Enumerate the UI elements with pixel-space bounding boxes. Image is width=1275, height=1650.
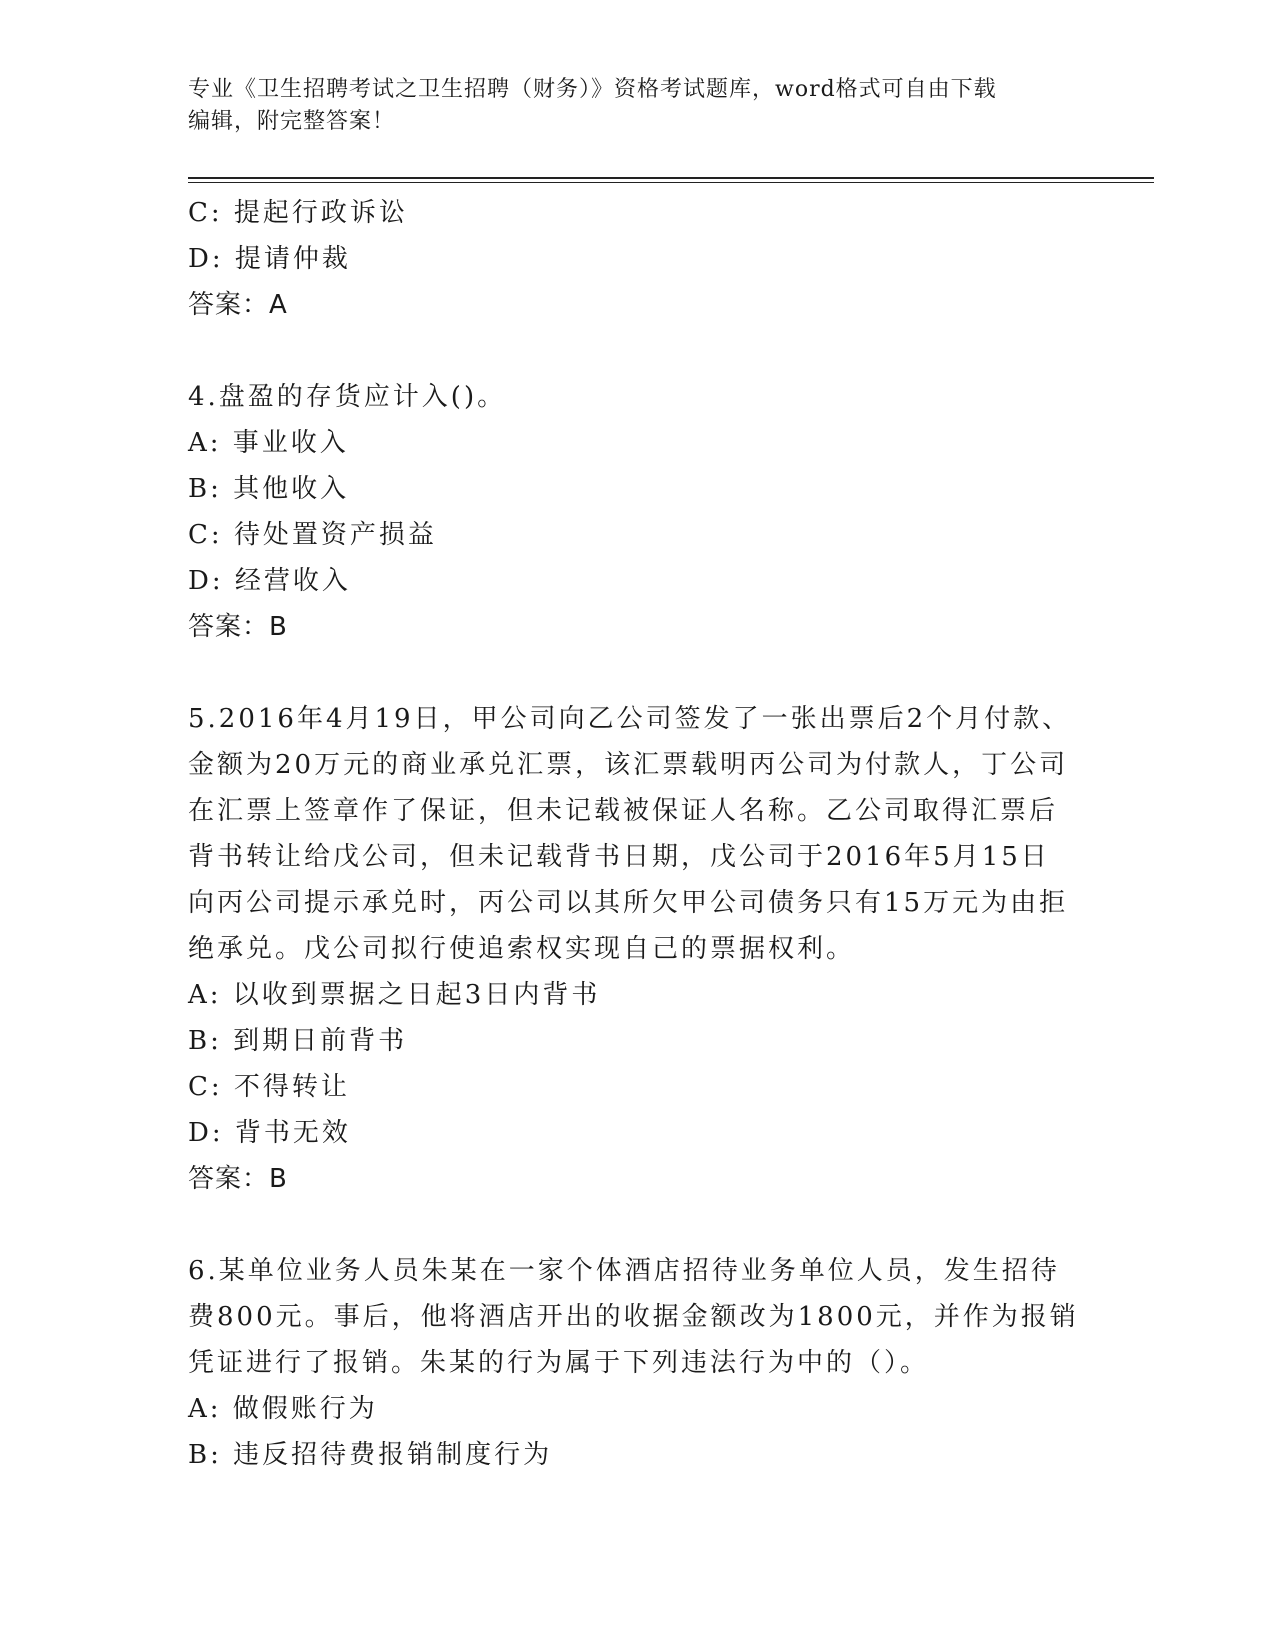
- question-5: [188, 696, 1088, 1202]
- stem-line: 向丙公司提示承兑时，丙公司以其所欠甲公司债务只有15万元为由拒: [188, 888, 1069, 918]
- spacer: [188, 1202, 1088, 1248]
- stem-line: 费800元。事后，他将酒店开出的收据金额改为1800元，并作为报销: [188, 1302, 1079, 1332]
- option-b: B: 违反招待费报销制度行为: [188, 1440, 553, 1470]
- question-4: [188, 374, 1088, 650]
- option-d: D: 提请仲裁: [188, 244, 351, 274]
- option-d: D: 经营收入: [188, 566, 351, 596]
- answer-line: 答案：B: [188, 1164, 288, 1194]
- stem-line: 5.2016年4月19日，甲公司向乙公司签发了一张出票后2个月付款、: [188, 704, 1072, 734]
- question-3-tail: [188, 190, 1088, 328]
- option-c: C: 不得转让: [188, 1072, 350, 1102]
- option-b: B: 到期日前背书: [188, 1026, 408, 1056]
- header-line-2: 编辑，附完整答案！: [188, 109, 396, 134]
- stem-line: 6.某单位业务人员朱某在一家个体酒店招待业务单位人员，发生招待: [188, 1256, 1060, 1286]
- question-stem: [188, 696, 1088, 972]
- option-c: C: 待处置资产损益: [188, 520, 437, 550]
- stem-line: 金额为20万元的商业承兑汇票，该汇票载明丙公司为付款人，丁公司: [188, 750, 1069, 780]
- question-list: [188, 190, 1088, 1478]
- question-6: [188, 1248, 1088, 1478]
- question-stem: 4.盘盈的存货应计入()。: [188, 382, 507, 412]
- header-divider-thick: [188, 177, 1154, 179]
- header-line-1: 专业《卫生招聘考试之卫生招聘（财务）》资格考试题库，word格式可自由下载: [188, 77, 997, 102]
- answer-line: 答案：A: [188, 290, 288, 320]
- option-b: B: 其他收入: [188, 474, 350, 504]
- stem-line: 绝承兑。戊公司拟行使追索权实现自己的票据权利。: [188, 934, 856, 964]
- stem-line: 在汇票上签章作了保证，但未记载被保证人名称。乙公司取得汇票后: [188, 796, 1059, 826]
- header-divider-thin: [188, 182, 1154, 183]
- option-a: A: 以收到票据之日起3日内背书: [188, 980, 601, 1010]
- question-stem: [188, 1248, 1088, 1386]
- option-a: A: 事业收入: [188, 428, 349, 458]
- spacer: [188, 328, 1088, 374]
- option-a: A: 做假账行为: [188, 1394, 378, 1424]
- answer-line: 答案：B: [188, 612, 288, 642]
- spacer: [188, 650, 1088, 696]
- stem-line: 凭证进行了报销。朱某的行为属于下列违法行为中的（）。: [188, 1348, 930, 1378]
- option-d: D: 背书无效: [188, 1118, 351, 1148]
- document-header: [188, 74, 1088, 138]
- stem-line: 背书转让给戊公司，但未记载背书日期，戊公司于2016年5月15日: [188, 842, 1050, 872]
- option-c: C: 提起行政诉讼: [188, 198, 408, 228]
